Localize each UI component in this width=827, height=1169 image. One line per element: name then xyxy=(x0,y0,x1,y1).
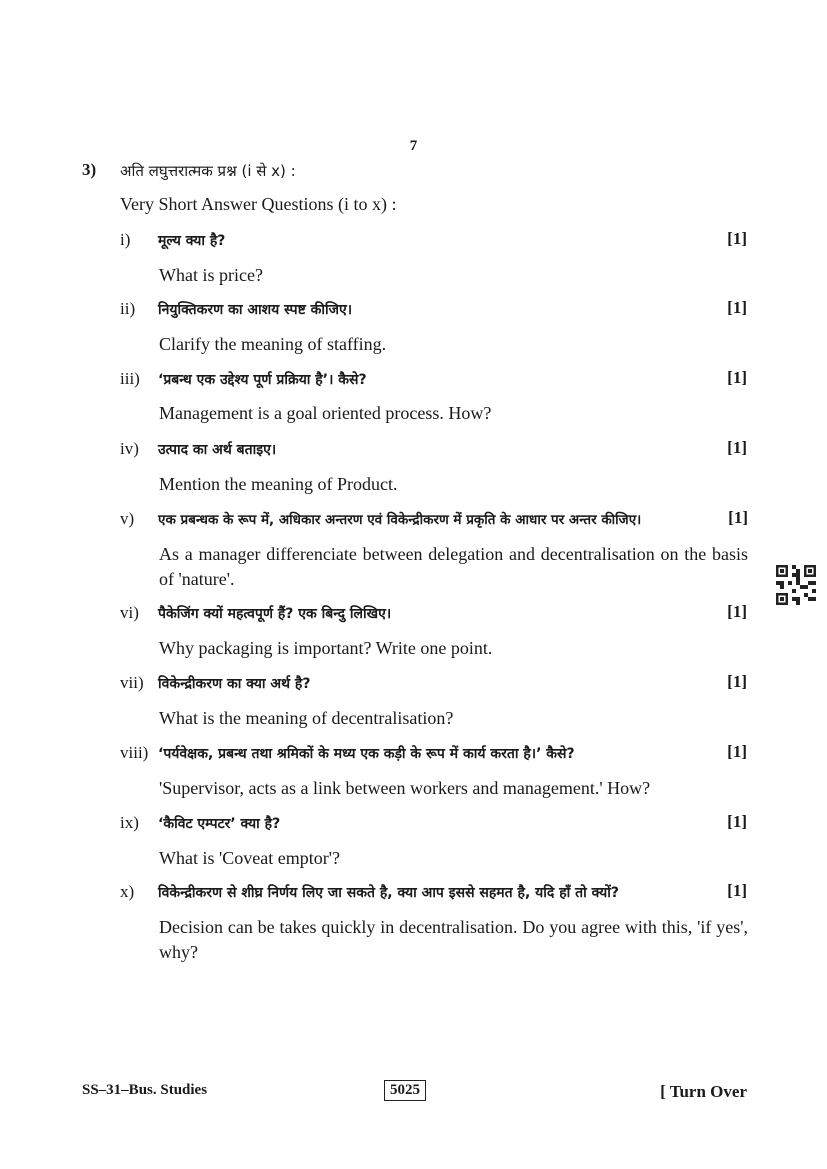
item-roman: vi) xyxy=(120,603,139,622)
item-hindi xyxy=(120,439,748,459)
item-hindi xyxy=(120,509,748,529)
item-marks: [1] xyxy=(728,508,748,527)
question-heading-english: Very Short Answer Questions (i to x) : xyxy=(120,194,397,214)
item-marks: [1] xyxy=(727,602,747,621)
item-hindi-text: विकेन्द्रीकरण का क्या अर्थ है? xyxy=(158,676,311,692)
item-english: Mention the meaning of Product. xyxy=(159,474,398,494)
item-hindi xyxy=(120,743,748,763)
item-roman: x) xyxy=(120,882,135,901)
question-heading-hindi: अति लघुत्तरात्मक प्रश्न (i से x) : xyxy=(120,162,296,180)
item-marks: [1] xyxy=(727,368,747,387)
item-hindi xyxy=(120,882,748,902)
item-english: What is the meaning of decentralisation? xyxy=(159,708,454,728)
item-english: Management is a goal oriented process. How? xyxy=(159,403,492,423)
item-roman: viii) xyxy=(120,743,149,762)
item-hindi-text: ‘कैविट एम्पटर’ क्या है? xyxy=(158,816,281,832)
item-roman: ii) xyxy=(120,299,136,318)
item-roman: ix) xyxy=(120,813,139,832)
item-hindi xyxy=(120,673,748,693)
footer-subject-code: SS–31–Bus. Studies xyxy=(82,1082,208,1098)
footer-turn-over: [ Turn Over xyxy=(660,1082,747,1101)
item-hindi-text: मूल्य क्या है? xyxy=(158,233,226,249)
item-marks: [1] xyxy=(727,881,747,900)
item-marks: [1] xyxy=(727,742,747,761)
item-english: Why packaging is important? Write one point. xyxy=(159,638,493,658)
item-roman: i) xyxy=(120,230,131,249)
item-marks: [1] xyxy=(727,438,747,457)
item-hindi-text: उत्पाद का अर्थ बताइए। xyxy=(158,442,277,458)
page-number: 7 xyxy=(409,138,418,154)
question-number: 3) xyxy=(82,160,97,179)
qr-code-icon xyxy=(776,565,816,605)
item-english: Clarify the meaning of staffing. xyxy=(159,334,387,354)
item-roman: vii) xyxy=(120,673,144,692)
item-hindi xyxy=(120,603,748,623)
item-marks: [1] xyxy=(727,812,747,831)
item-roman: iii) xyxy=(120,369,140,388)
item-english: As a manager differenciate between delegation and decentralisation on the basis of 'nature'. xyxy=(159,544,748,589)
item-hindi-text: पैकेजिंग क्यों महत्वपूर्ण हैं? एक बिन्दु लिखिए। xyxy=(158,606,392,622)
item-roman: iv) xyxy=(120,439,139,458)
item-marks: [1] xyxy=(727,672,747,691)
item-english: 'Supervisor, acts as a link between workers and management.' How? xyxy=(159,778,651,798)
item-hindi-text: विकेन्द्रीकरण से शीघ्र निर्णय लिए जा सकते है, क्या आप इससे सहमत है, यदि हाँ तो क्यों? xyxy=(158,885,619,901)
item-hindi-text: एक प्रबन्धक के रूप में, अधिकार अन्तरण एवं विकेन्द्रीकरण में प्रकृति के आधार पर अन्तर कीजिए। xyxy=(158,512,642,528)
item-marks: [1] xyxy=(727,229,747,248)
item-hindi xyxy=(120,230,748,250)
item-english: Decision can be takes quickly in decentralisation. Do you agree with this, 'if yes', why? xyxy=(159,917,748,962)
item-roman: v) xyxy=(120,509,135,528)
item-marks: [1] xyxy=(727,298,747,317)
item-hindi-text: ‘पर्यवेक्षक, प्रबन्ध तथा श्रमिकों के मध्य एक कड़ी के रूप में कार्य करता है।’ कैसे? xyxy=(158,746,575,762)
item-hindi-text: ‘प्रबन्ध एक उद्देश्य पूर्ण प्रक्रिया है’। कैसे? xyxy=(158,372,367,388)
item-hindi xyxy=(120,813,748,833)
item-english: What is price? xyxy=(159,265,263,285)
item-hindi xyxy=(120,299,748,319)
item-english: What is 'Coveat emptor'? xyxy=(159,848,340,868)
footer-paper-code: 5025 xyxy=(384,1080,426,1101)
item-hindi-text: नियुक्तिकरण का आशय स्पष्ट कीजिए। xyxy=(158,302,353,318)
item-hindi xyxy=(120,369,748,389)
